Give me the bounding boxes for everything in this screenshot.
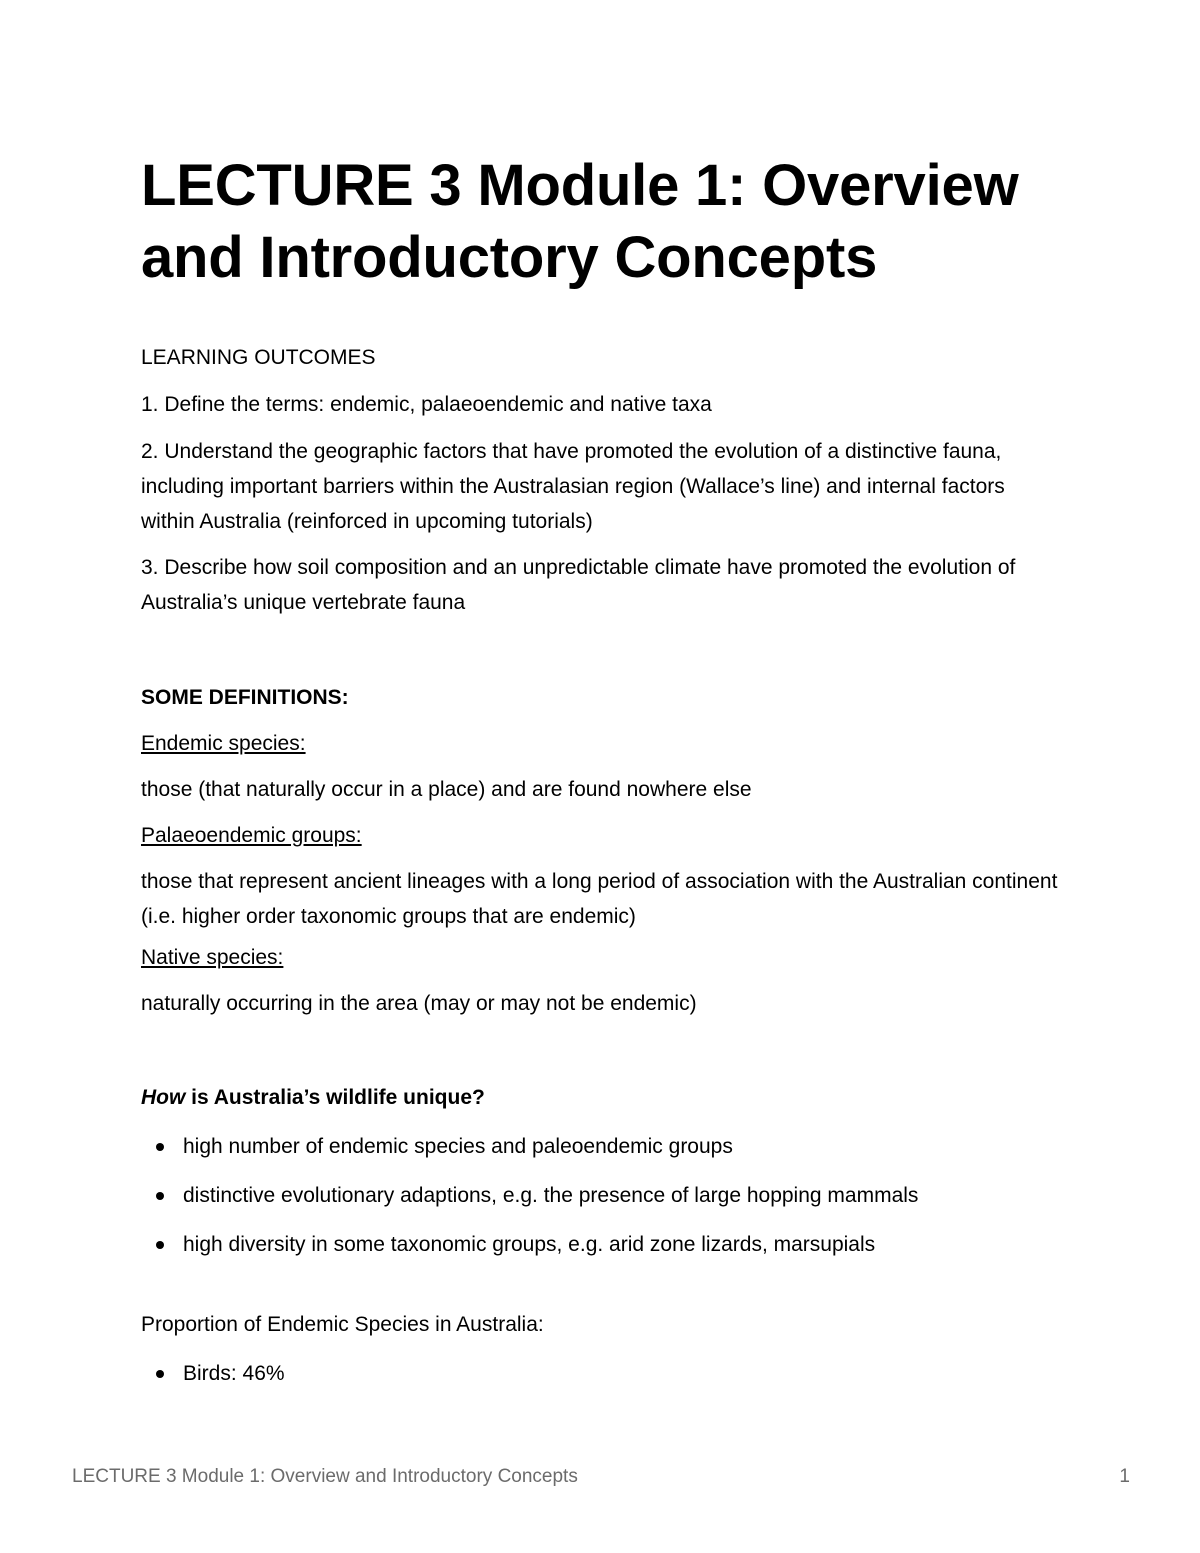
uniqueness-heading bbox=[141, 1080, 1061, 1115]
uniqueness-list bbox=[141, 1129, 1061, 1262]
bullet-icon bbox=[156, 1192, 164, 1200]
list-item bbox=[141, 1356, 1061, 1391]
list-item bbox=[141, 1178, 1061, 1213]
definition-term-endemic: Endemic species: bbox=[141, 732, 306, 755]
footer-page-number: 1 bbox=[1119, 1466, 1130, 1487]
list-item-text: Birds: 46% bbox=[183, 1362, 285, 1385]
list-item-text: high diversity in some taxonomic groups, e.g. arid zone lizards, marsupials bbox=[183, 1233, 876, 1256]
uniqueness-heading-emphasis: How bbox=[141, 1086, 186, 1109]
document-content bbox=[141, 150, 1061, 1405]
bullet-icon bbox=[156, 1370, 164, 1378]
definition-term-palaeoendemic: Palaeoendemic groups: bbox=[141, 824, 362, 847]
proportion-list bbox=[141, 1356, 1061, 1391]
learning-outcome-1: 1. Define the terms: endemic, palaeoendemic and native taxa bbox=[141, 393, 712, 416]
definition-text-palaeoendemic: those that represent ancient lineages with a long period of association with the Australian continent (i.e. higher order taxonomic groups that are endemic) bbox=[141, 870, 1058, 928]
proportion-heading: Proportion of Endemic Species in Australia: bbox=[141, 1313, 544, 1336]
bullet-icon bbox=[156, 1241, 164, 1249]
bullet-icon bbox=[156, 1143, 164, 1151]
definitions-heading: SOME DEFINITIONS: bbox=[141, 686, 349, 709]
learning-outcomes-heading: LEARNING OUTCOMES bbox=[141, 346, 376, 369]
list-item bbox=[141, 1227, 1061, 1262]
list-item bbox=[141, 1129, 1061, 1164]
definition-term-native: Native species: bbox=[141, 946, 284, 969]
list-item-text: distinctive evolutionary adaptions, e.g. the presence of large hopping mammals bbox=[183, 1184, 919, 1207]
uniqueness-heading-rest: is Australia’s wildlife unique? bbox=[185, 1086, 485, 1109]
definition-text-native: naturally occurring in the area (may or may not be endemic) bbox=[141, 992, 697, 1015]
definition-text-endemic: those (that naturally occur in a place) and are found nowhere else bbox=[141, 778, 752, 801]
page-title: LECTURE 3 Module 1: Overview and Introductory Concepts bbox=[141, 153, 1019, 290]
footer-title: LECTURE 3 Module 1: Overview and Introductory Concepts bbox=[72, 1466, 578, 1487]
learning-outcome-3: 3. Describe how soil composition and an unpredictable climate have promoted the evolution of Australia’s unique vertebrate fauna bbox=[141, 556, 1016, 614]
learning-outcome-2: 2. Understand the geographic factors that have promoted the evolution of a distinctive fauna, including important barriers within the Australasian region (Wallace’s line) and internal factors within Australia (reinforced in upcoming tutorials) bbox=[141, 440, 1005, 533]
list-item-text: high number of endemic species and paleoendemic groups bbox=[183, 1135, 733, 1158]
